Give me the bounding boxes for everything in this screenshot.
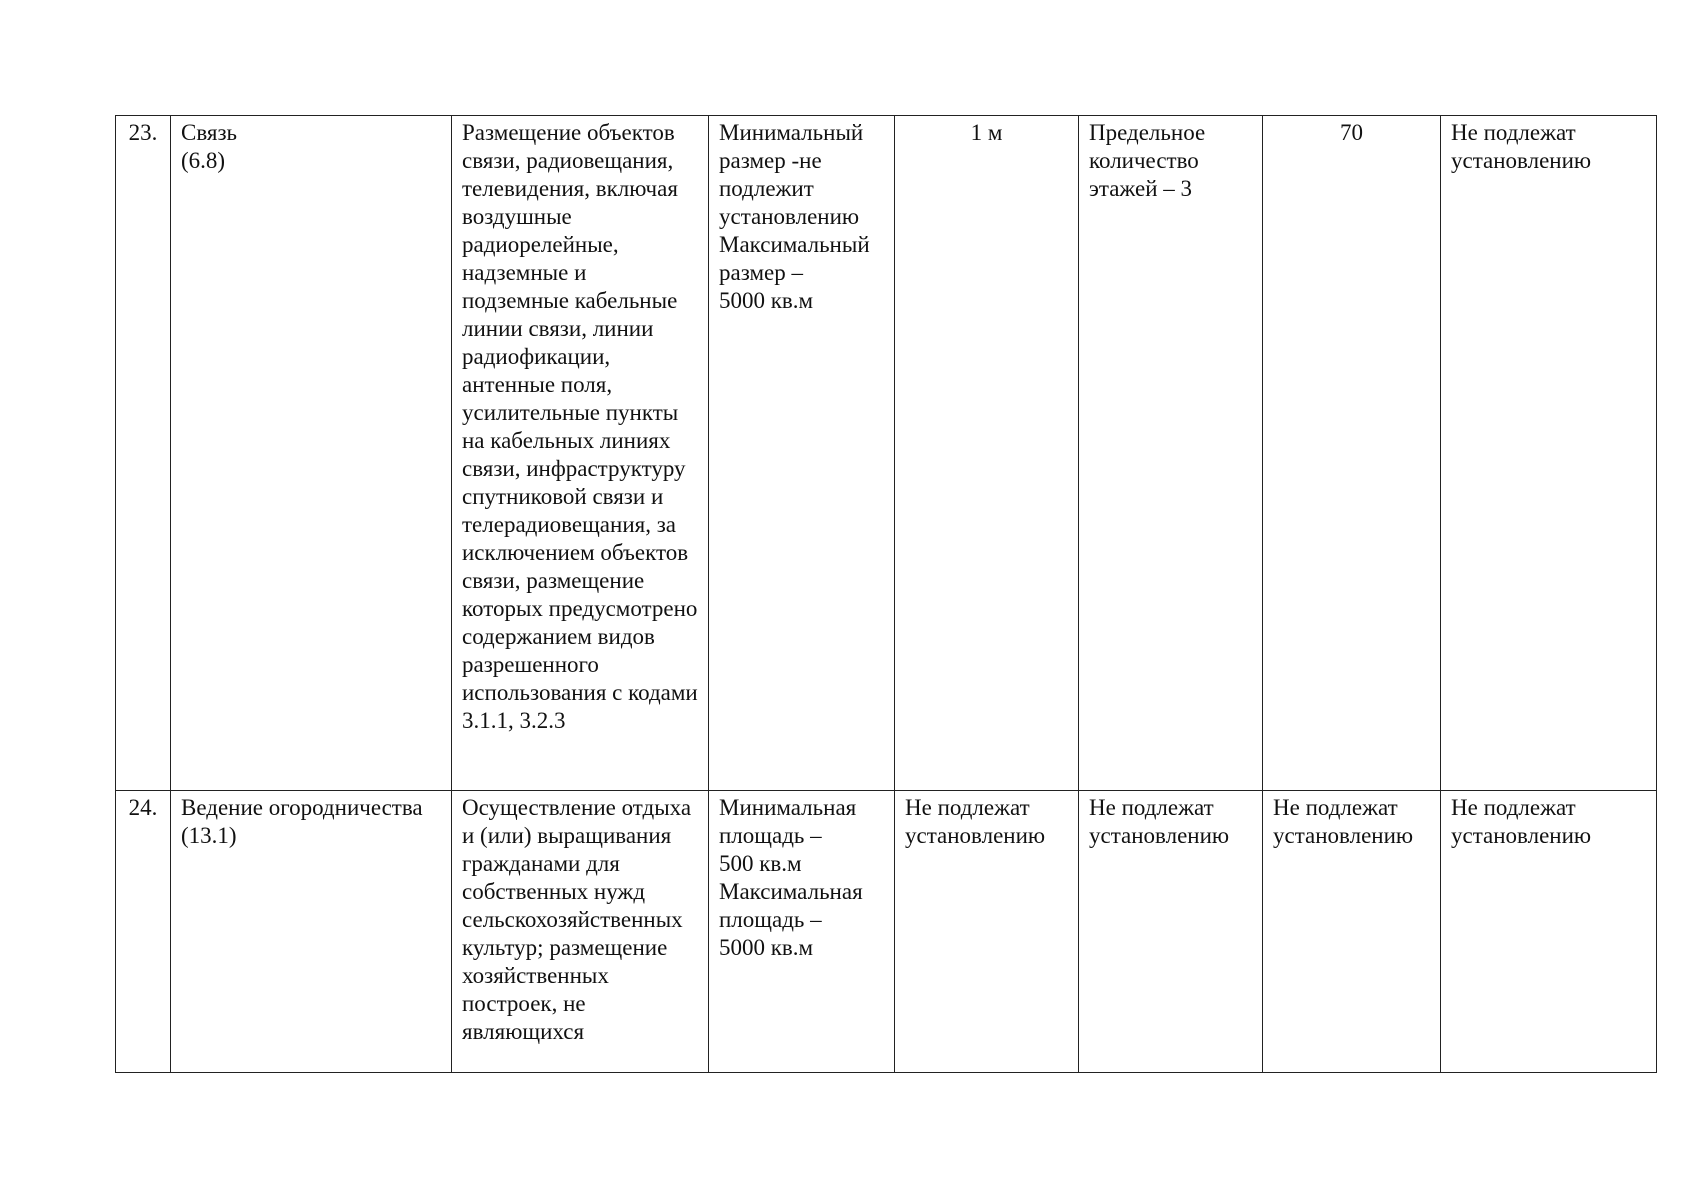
plot-size-cell: Минимальный размер -не подлежит установлению Максимальный размер – 5000 кв.м bbox=[709, 116, 895, 791]
table-row bbox=[116, 116, 1657, 791]
use-description-cell: Размещение объектов связи, радиовещания, телевидения, включая воздушные радиорелейные, надземные и подземные кабельные линии связи, линии радиофикации, антенные поля, усилительные пункты на кабельных линиях связи, инфраструктуру спутниковой связи и телерадиовещания, за исключением объектов связи, размещение которых предусмотрено содержанием видов разрешенного использования с кодами 3.1.1, 3.2.3 bbox=[452, 116, 709, 791]
coverage-cell: Не подлежат установлению bbox=[1263, 791, 1441, 1073]
setback-cell: Не подлежат установлению bbox=[895, 791, 1079, 1073]
floors-cell: Предельное количество этажей – 3 bbox=[1079, 116, 1263, 791]
floors-cell: Не подлежат установлению bbox=[1079, 791, 1263, 1073]
setback-cell: 1 м bbox=[895, 116, 1079, 791]
plot-size-cell: Минимальная площадь – 500 кв.м Максимальная площадь – 5000 кв.м bbox=[709, 791, 895, 1073]
use-type-name-cell: Ведение огородничества (13.1) bbox=[171, 791, 452, 1073]
table-row bbox=[116, 791, 1657, 1073]
use-type-name-cell: Связь (6.8) bbox=[171, 116, 452, 791]
row-number-cell: 24. bbox=[116, 791, 171, 1073]
use-description-cell: Осуществление отдыха и (или) выращивания гражданами для собственных нужд сельскохозяйственных культур; размещение хозяйственных построек, не являющихся bbox=[452, 791, 709, 1073]
restrictions-cell: Не подлежат установлению bbox=[1441, 791, 1657, 1073]
coverage-cell: 70 bbox=[1263, 116, 1441, 791]
land-use-regulations-table bbox=[115, 115, 1657, 1073]
restrictions-cell: Не подлежат установлению bbox=[1441, 116, 1657, 791]
row-number-cell: 23. bbox=[116, 116, 171, 791]
